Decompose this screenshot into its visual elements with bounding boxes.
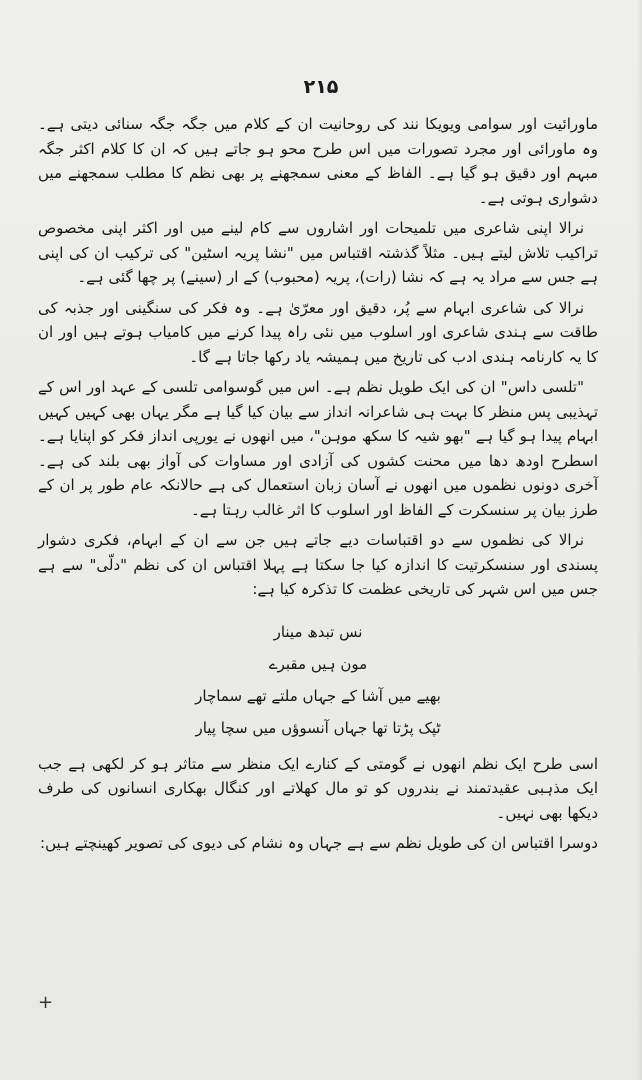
poem-line: مون ہیں مقبرے — [268, 654, 368, 673]
poem-line: نس تبدھ مینار — [273, 622, 363, 641]
paragraph-1: ماورائیت اور سوامی ویویکا نند کی روحانیت ان کے کلام میں جگہ جگہ سنائی دیتی ہے۔ وہ ماورائی اور مجرد تصورات میں اس طرح محو ہو جاتے ہیں کہ ان کا کلام اکثر جگہ مبہم اور دقیق ہو گیا ہے۔ الفاظ کے معنی سمجھنے پر بھی نظم کا مطلب سمجھنے میں دشواری ہوتی ہے۔ — [38, 115, 598, 207]
paragraph-7: دوسرا اقتباس ان کی طویل نظم سے ہے جہاں وہ نشام کی دیوی کی تصویر کھینچتے ہیں: — [40, 834, 598, 852]
paragraph-6: اسی طرح ایک نظم انھوں نے گومتی کے کنارے ایک منظر سے متاثر ہو کر لکھی ہے جب ایک مذہبی عقیدتمند نے بندروں کو تو مال کھلاتے اور کنگال بھکاری انسانوں کی طرف دیکھا بھی نہیں۔ — [38, 754, 598, 822]
margin-mark: + — [38, 992, 54, 1013]
paragraph-3: نرالا کی شاعری ابہام سے پُر، دقیق اور معرّیٰ ہے۔ وہ فکر کی سنگینی اور جذبہ کی طاقت سے ہندی شاعری اور اسلوب میں نئی راہ پیدا کرنے میں کامیاب ہوتے ہیں اور ان کا یہ کارنامہ ہندی ادب کی تاریخ میں ہمیشہ یاد رکھا جاتا ہے گا۔ — [38, 298, 598, 366]
poem-line: بھیے میں آشا کے جہاں ملتے تھے سماچار — [195, 686, 441, 705]
page-body — [38, 112, 598, 862]
poem-excerpt — [38, 616, 598, 744]
paragraph-5: نرالا کی نظموں سے دو اقتباسات دیے جاتے ہیں جن سے ان کے ابہام، فکری دشوار پسندی اور سنسکرتیت کا اندازہ کیا جا سکتا ہے پہلا اقتباس ان کی نظم "دلّی" سے ہے جس میں اس شہر کی تاریخی عظمت کا تذکرہ کیا ہے: — [38, 531, 598, 598]
page-edge-shadow — [636, 0, 642, 1080]
poem-line: ٹپک پڑتا تھا جہاں آنسوؤں میں سچا پیار — [195, 718, 441, 737]
paragraph-2: نرالا اپنی شاعری میں تلمیحات اور اشاروں سے کام لینے میں اور اکثر اپنی مخصوص تراکیب تلاش لیتے ہیں۔ مثلاً گذشتہ اقتباس میں "نشا پریہ اسٹین" کی ترکیب ان کی اپنی ہے جس سے مراد یہ ہے کہ نشا (رات)، پریہ (محبوب) کے ار (سینے) پر چھا گئی ہے۔ — [38, 219, 598, 286]
page-number: ۲۱۵ — [303, 76, 339, 98]
paragraph-4: "تلسی داس" ان کی ایک طویل نظم ہے۔ اس میں گوسوامی تلسی کے عہد اور اس کے تہذیبی پس منظر کا بہت ہی شاعرانہ انداز سے بیان کیا گیا ہے مگر یہاں بھی کہیں کہیں ابہام پیدا ہو گیا ہے "بھو شیہ کا سکھ موہن"، میں انھوں نے یورپی انداز فکر کو اپنایا ہے۔ اسطرح اودھ دھا میں محنت کشوں کی آزادی اور مساوات کی آواز بھی بلند کی ہے۔ آخری دونوں نظموں میں انھوں نے آسان زبان استعمال کی ہے حالانکہ عام طور پر ان کے طرز بیان پر سنسکرت کے الفاظ اور اسلوب کا اثر غالب رہتا ہے۔ — [38, 378, 598, 519]
